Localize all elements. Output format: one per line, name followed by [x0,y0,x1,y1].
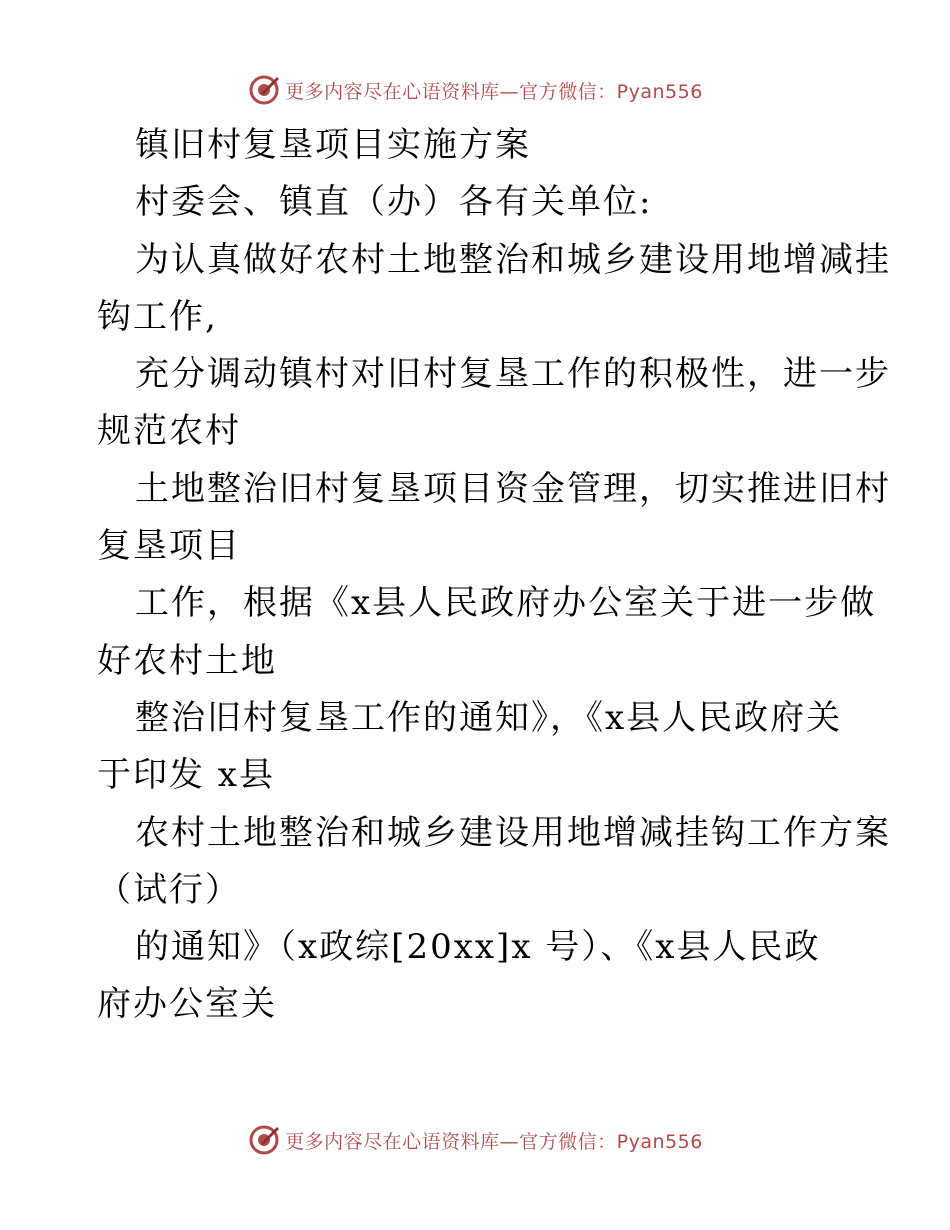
document-body [97,117,891,1034]
document-line: 充分调动镇村对旧村复垦工作的积极性，进一步 [135,354,891,395]
footer-banner-text: 更多内容尽在心语资料库—官方微信：Pyan556 [285,1130,703,1153]
document-line: 复垦项目 [97,526,241,567]
document-line: 整治旧村复垦工作的通知》，《x县人民政府关 [135,697,843,738]
document-line: 于印发 x县 [97,755,275,796]
document-line: 为认真做好农村土地整治和城乡建设用地增减挂 [135,239,891,280]
document-line: 村委会、镇直（办）各有关单位: [135,182,653,223]
document-line: 工作，根据《x县人民政府办公室关于进一步做 [135,583,877,624]
document-line: 镇旧村复垦项目实施方案 [135,125,531,165]
document-line: 土地整治旧村复垦项目资金管理，切实推进旧村 [135,468,891,509]
header-banner [0,70,950,110]
header-banner-text: 更多内容尽在心语资料库—官方微信：Pyan556 [285,80,703,103]
document-line: 钩工作, [97,296,218,337]
footer-banner [0,1120,950,1160]
brand-logo-icon [247,73,281,107]
document-line: （试行） [97,869,241,910]
document-line: 的通知》（x政综[20xx]x 号）、《x县人民政 [135,927,821,968]
document-line: 规范农村 [97,411,241,452]
brand-logo-icon [247,1123,281,1157]
document-line: 农村土地整治和城乡建设用地增减挂钩工作方案 [135,812,891,853]
document-line: 府办公室关 [97,984,277,1025]
document-line: 好农村土地 [97,640,277,681]
